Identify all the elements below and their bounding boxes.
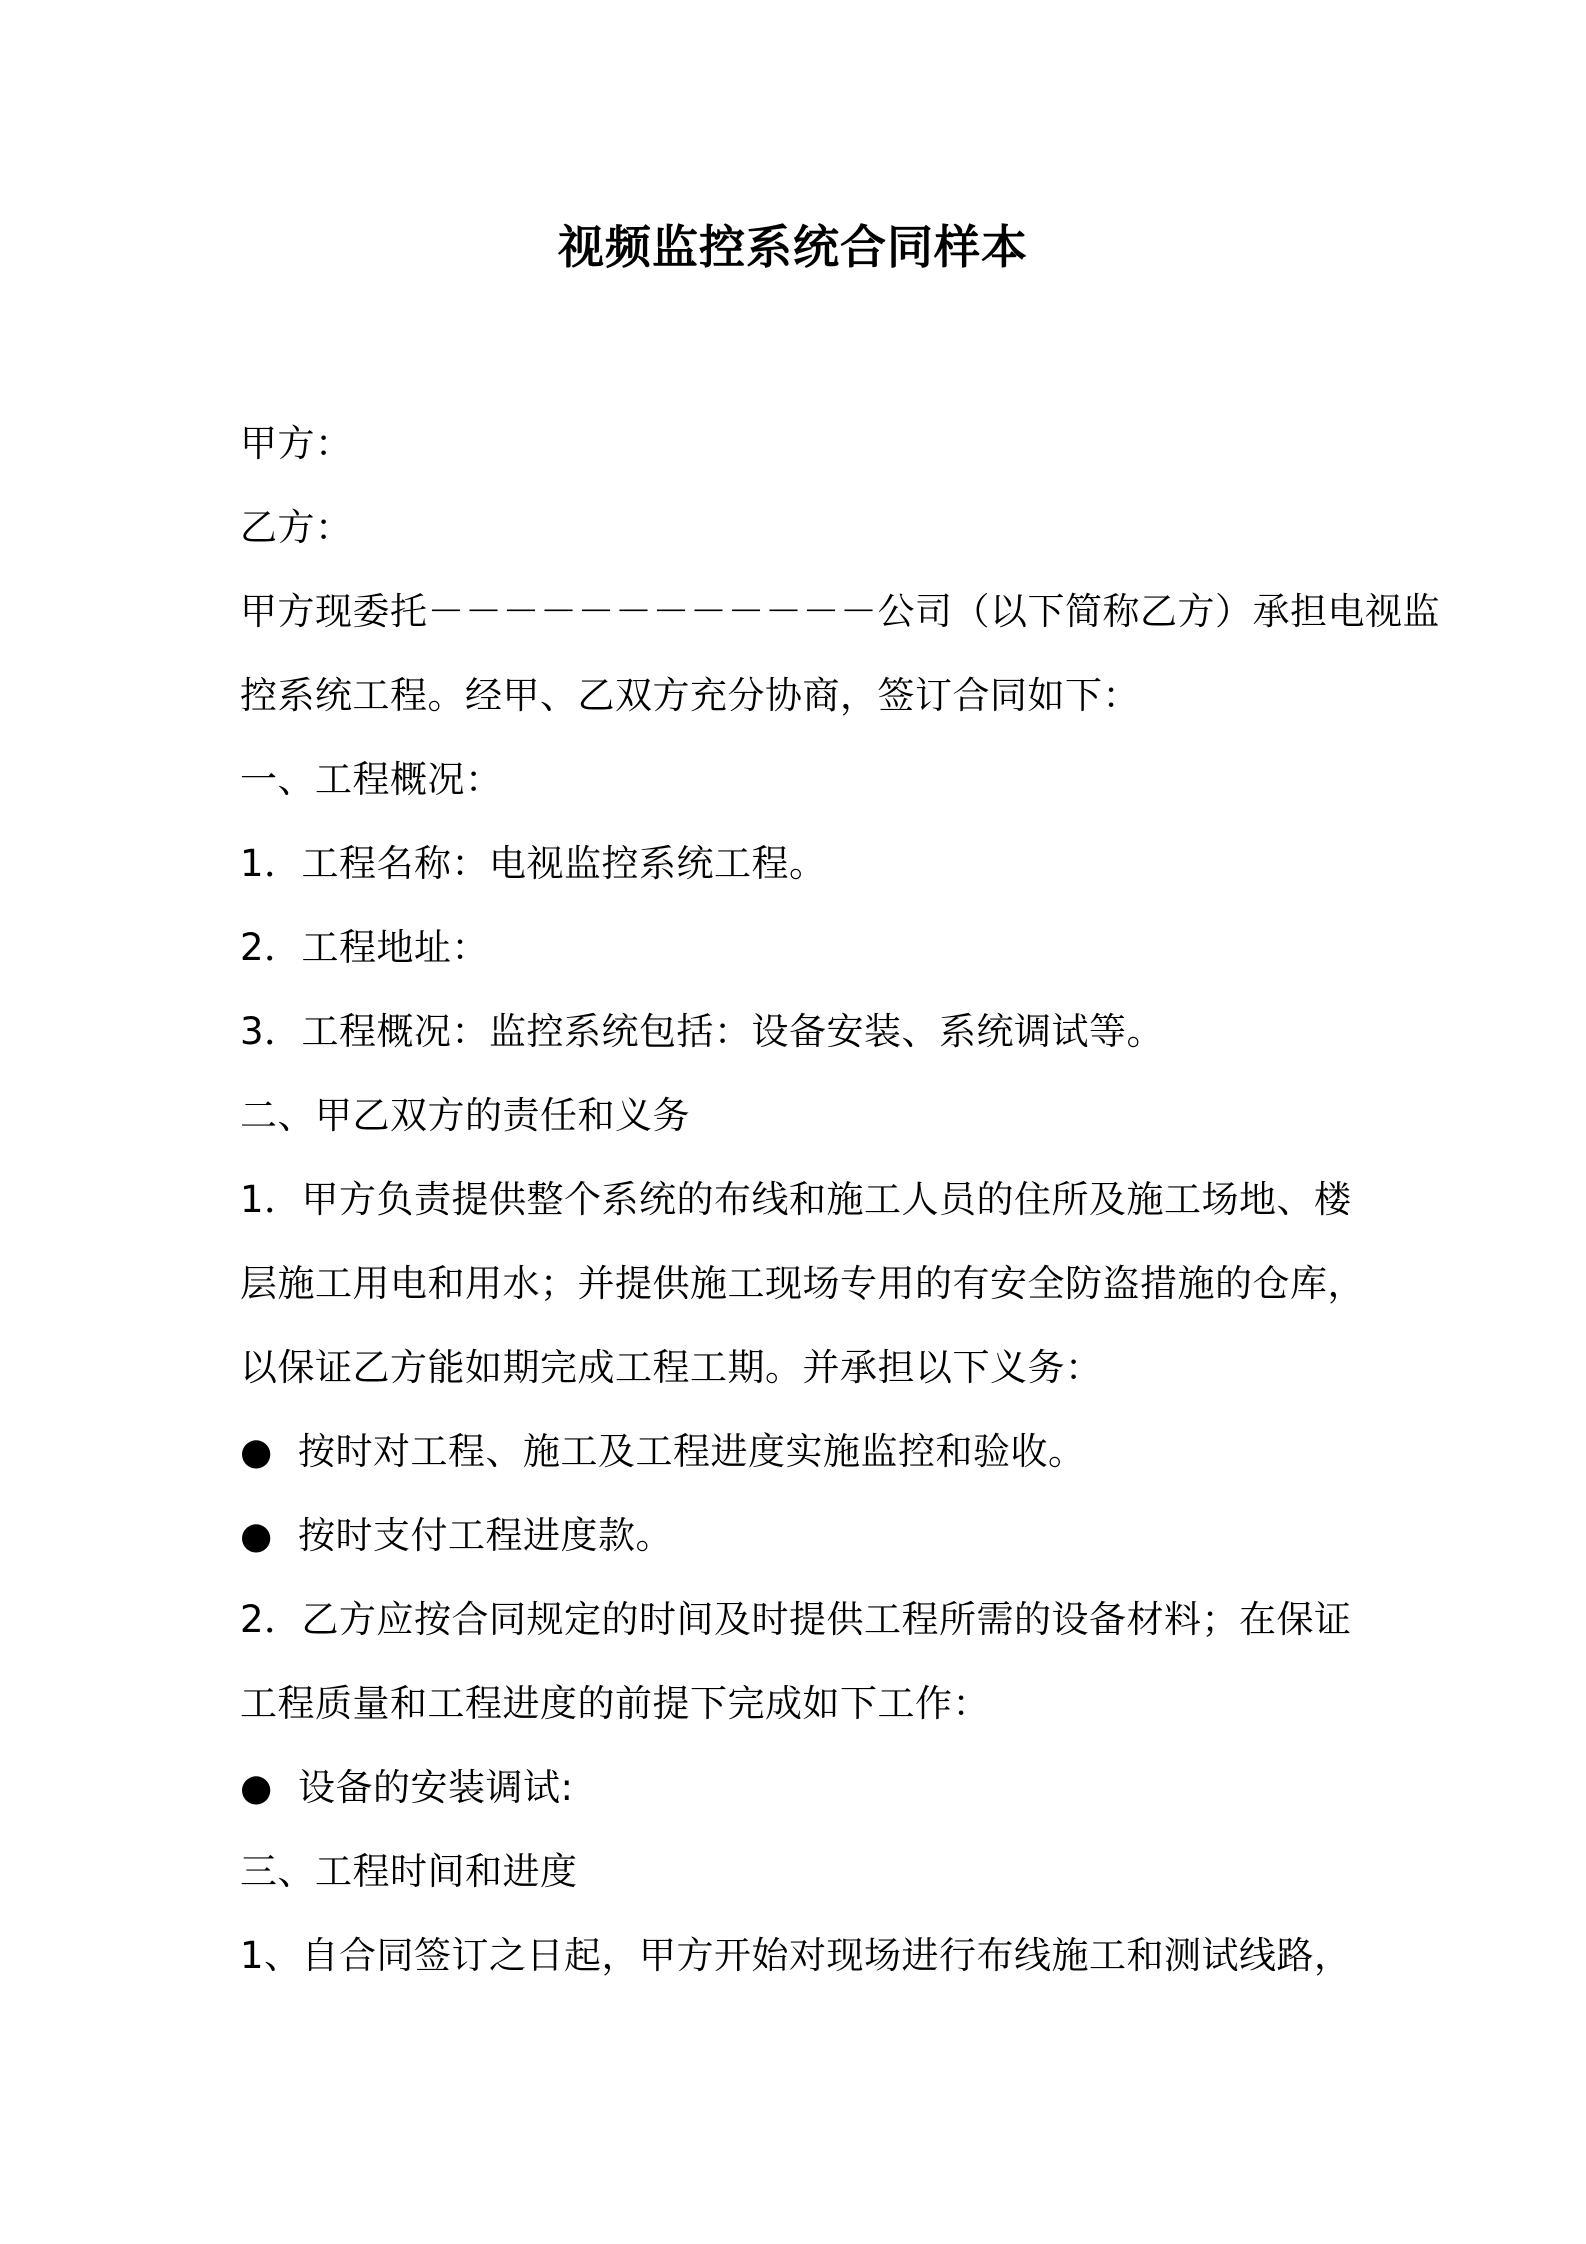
project-overview-line: 3．工程概况：监控系统包括：设备安装、系统调试等。 bbox=[240, 1010, 1165, 1053]
bullet-text: 按时对工程、施工及工程进度实施监控和验收。 bbox=[298, 1430, 1086, 1473]
schedule-line-1: 1、自合同签订之日起，甲方开始对现场进行布线施工和测试线路， bbox=[240, 1934, 1352, 1977]
party-b-duty-line-1: 2．乙方应按合同规定的时间及时提供工程所需的设备材料；在保证 bbox=[240, 1598, 1352, 1641]
party-a-duty-line-1: 1．甲方负责提供整个系统的布线和施工人员的住所及施工场地、楼 bbox=[240, 1178, 1352, 1221]
document-title: 视频监控系统合同样本 bbox=[558, 220, 1028, 274]
intro-line-2: 控系统工程。经甲、乙双方充分协商，签订合同如下： bbox=[240, 674, 1140, 717]
bullet-icon: ● bbox=[240, 1514, 273, 1557]
section-heading-1: 一、工程概况： bbox=[240, 758, 503, 801]
bullet-text: 设备的安装调试: bbox=[298, 1766, 574, 1809]
party-a-duty-line-3: 以保证乙方能如期完成工程工期。并承担以下义务： bbox=[240, 1346, 1103, 1389]
section-heading-3: 三、工程时间和进度 bbox=[240, 1850, 578, 1893]
project-address-line: 2．工程地址： bbox=[240, 926, 490, 969]
party-a-line: 甲方： bbox=[240, 422, 353, 465]
bullet-item bbox=[240, 1410, 1380, 1494]
document-body bbox=[240, 402, 1440, 1998]
party-b-duty-line-2: 工程质量和工程进度的前提下完成如下工作： bbox=[240, 1682, 990, 1725]
project-name-line: 1．工程名称：电视监控系统工程。 bbox=[240, 842, 827, 885]
bullet-icon: ● bbox=[240, 1430, 273, 1473]
bullet-text: 按时支付工程进度款。 bbox=[298, 1514, 673, 1557]
bullet-item bbox=[240, 1494, 1380, 1578]
bullet-item bbox=[240, 1746, 1380, 1830]
section-heading-2: 二、甲乙双方的责任和义务 bbox=[240, 1094, 690, 1137]
bullet-icon: ● bbox=[240, 1766, 273, 1809]
intro-line-1: 甲方现委托－－－－－－－－－－－－公司（以下简称乙方）承担电视监 bbox=[240, 590, 1440, 633]
party-a-duty-line-2: 层施工用电和用水；并提供施工现场专用的有安全防盗措施的仓库， bbox=[240, 1262, 1365, 1305]
party-b-line: 乙方： bbox=[240, 506, 353, 549]
